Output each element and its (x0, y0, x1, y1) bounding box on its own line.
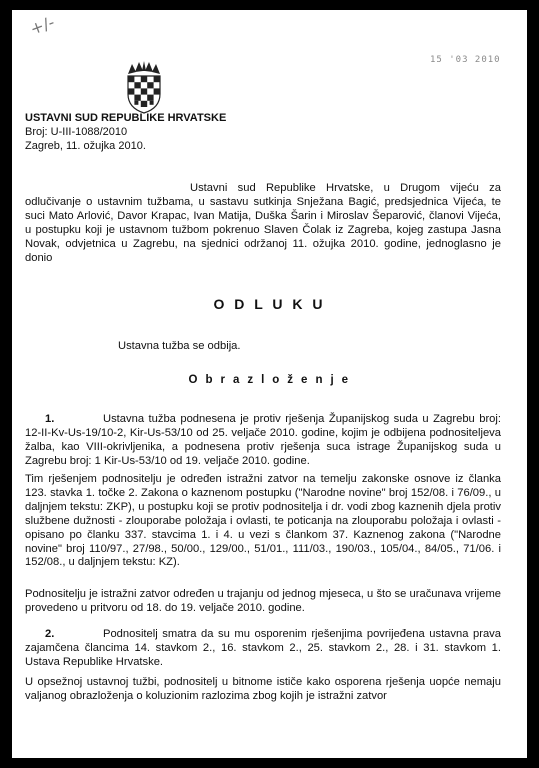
received-date-stamp: 15 '03 2010 (430, 55, 501, 65)
ruling-text: Ustavna tužba se odbija. (118, 340, 241, 352)
section-paragraph (25, 628, 501, 670)
section-text: Podnositelj smatra da su mu osporenim rješenjima povrijeđena ustavna prava zajamčena člancima 14. stavkom 2., 16. stavkom 2., 25. stavkom 2., 28. i 31. stavkom 1. Ustava Republike Hrvatske. (25, 628, 501, 668)
section-paragraph (25, 413, 501, 469)
section-text: Podnositelju je istražni zatvor određen u trajanju od jednog mjeseca, u što se uračunava vrijeme provedeno u pritvoru od 18. do 19. veljače 2010. godine. (25, 588, 501, 614)
section-text: Tim rješenjem podnositelju je određen istražni zatvor na temelju zakonske osnove iz članka 123. stavka 1. točke 2. Zakona o kaznenom postupku ("Narodne novine" broj 152/08. i 76/09., u daljnjem tekstu: ZKP), u postupku koji se protiv podnositelja i dr. vodi zbog kaznenih djela protiv službene dužnosti - zlouporabe položaja i ovlasti, te poticanja na zlouporabu položaja i ovlasti - opisano po članku 337. stavcima 1. i 4. u vezi s člankom 37. Kaznenog zakona ("Narodne novine" broj 110/97., 27/98., 50/00., 129/00., 51/01., 111/03., 190/03., 105/04., 84/05., 71/06. i 152/08., u daljnjem tekstu: KZ). (25, 473, 501, 569)
case-number: Broj: U-III-1088/2010 (25, 126, 128, 138)
section-number: 2. (45, 628, 55, 640)
section-paragraph (25, 473, 501, 570)
coat-of-arms-icon (124, 60, 164, 114)
section-paragraph (25, 676, 501, 704)
document-page (12, 10, 527, 758)
intro-paragraph (25, 182, 501, 265)
intro-text: Ustavni sud Republike Hrvatske, u Drugom vijeću za odlučivanje o ustavnim tužbama, u sastavu sutkinja Snježana Bagić, predsjednica Vijeća, te suci Mato Arlović, Davor Krapac, Ivan Matija, Duška Šarin i Miroslav Šeparović, članovi Vijeća, u postupku koji je ustavnom tužbom pokrenuo Slaven Čolak iz Zagreba, kojeg zastupa Jasna Novak, odvjetnica u Zagrebu, na sjednici održanoj 11. ožujka 2010. godine, jednoglasno je donio (25, 182, 501, 264)
court-name: USTAVNI SUD REPUBLIKE HRVATSKE (25, 112, 227, 124)
section-text: U opsežnoj ustavnoj tužbi, podnositelj u bitnome ističe kako osporena rješenja uopće nemaju valjanog obrazloženja o koluzionim razlozima zbog kojih je istražni zatvor (25, 676, 501, 702)
section-text: Ustavna tužba podnesena je protiv rješenja Županijskog suda u Zagrebu broj: 12-II-Kv-Us-19/10-2, Kir-Us-53/10 od 25. veljače 2010. godine, kojim je odbijena podnositeljeva žalba, kao VIII-okrivljenika, a podnesena protiv rješenja suca istrage Županijskog suda u Zagrebu broj: 1 Kir-Us-53/10 od 19. veljače 2010. godine. (25, 413, 501, 467)
place-and-date: Zagreb, 11. ožujka 2010. (25, 140, 146, 152)
section-number: 1. (45, 413, 55, 425)
decision-title: O D L U K U (213, 296, 326, 312)
handwritten-mark: +/- (27, 12, 58, 39)
section-paragraph (25, 588, 501, 616)
reasoning-title: O b r a z l o ž e n j e (188, 374, 351, 386)
